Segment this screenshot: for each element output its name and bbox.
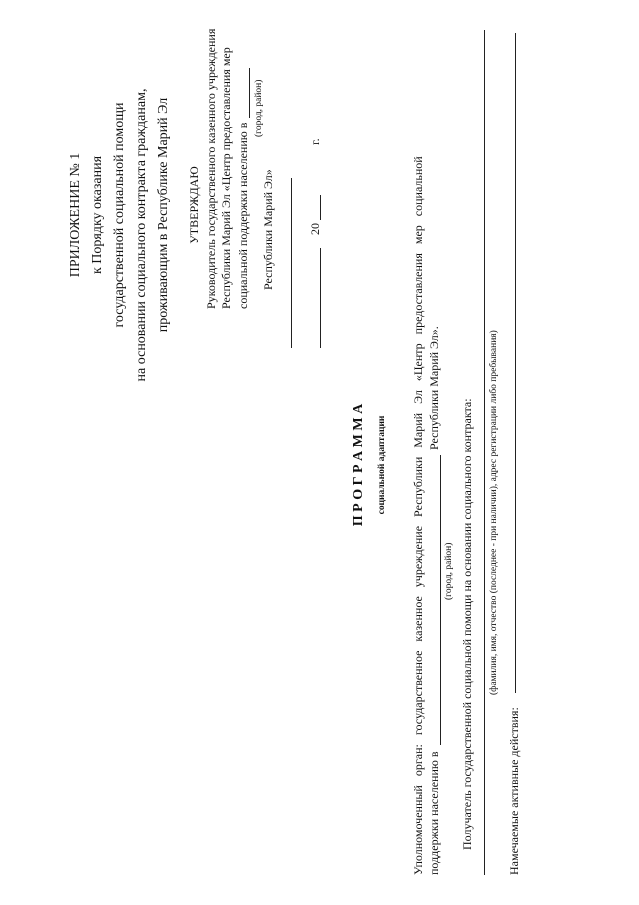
approval-line-2: Республики Марий Эл «Центр предоставления мер: [219, 47, 233, 309]
authority-line-1: Уполномоченный орган: государственное казенное учреждение Республики Марий Эл «Центр предоставления мер социальной: [411, 156, 425, 875]
appendix-title: ПРИЛОЖЕНИЕ № 1: [68, 152, 83, 278]
appendix-line-1: к Порядку оказания: [90, 155, 105, 275]
approval-title: УТВЕРЖДАЮ: [187, 166, 201, 244]
actions-label: Намечаемые активные действия:: [507, 707, 521, 875]
approval-date-year: 20: [308, 223, 322, 235]
authority-city-hint: (город, район): [444, 542, 454, 600]
approval-line-3: социальной поддержки населению в: [236, 122, 250, 309]
recipient-fill-line: [484, 30, 485, 875]
program-title: П Р О Г Р А М М А: [351, 403, 366, 527]
appendix-line-4: проживающим в Республике Марий Эл: [156, 97, 171, 333]
approval-date-day-line: [320, 248, 321, 348]
approval-line-4: Республики Марий Эл»: [261, 169, 275, 290]
authority-line-2-left: поддержки населению в: [427, 751, 441, 875]
actions-fill-line: [515, 33, 516, 693]
approval-date-suffix: г.: [308, 138, 322, 145]
authority-city-line: [440, 455, 441, 745]
approval-signature-line: [291, 178, 292, 348]
approval-line-1: Руководитель государственного казенного учреждения: [204, 28, 218, 309]
approval-date-year-line: [320, 195, 321, 220]
appendix-line-3: на основании социального контракта гражданам,: [134, 88, 149, 382]
program-subtitle: социальной адаптации: [377, 415, 387, 515]
recipient-hint: (фамилия, имя, отчество (последнее - при наличии), адрес регистрации либо пребывания): [489, 330, 499, 695]
authority-line-2-right: Республики Марий Эл».: [427, 326, 441, 450]
approval-city-line: [249, 68, 250, 118]
appendix-line-2: государственной социальной помощи: [112, 102, 127, 328]
recipient-label: Получатель государственной социальной помощи на основании социального контракта:: [460, 398, 474, 850]
approval-city-hint: (город, район): [254, 79, 264, 137]
